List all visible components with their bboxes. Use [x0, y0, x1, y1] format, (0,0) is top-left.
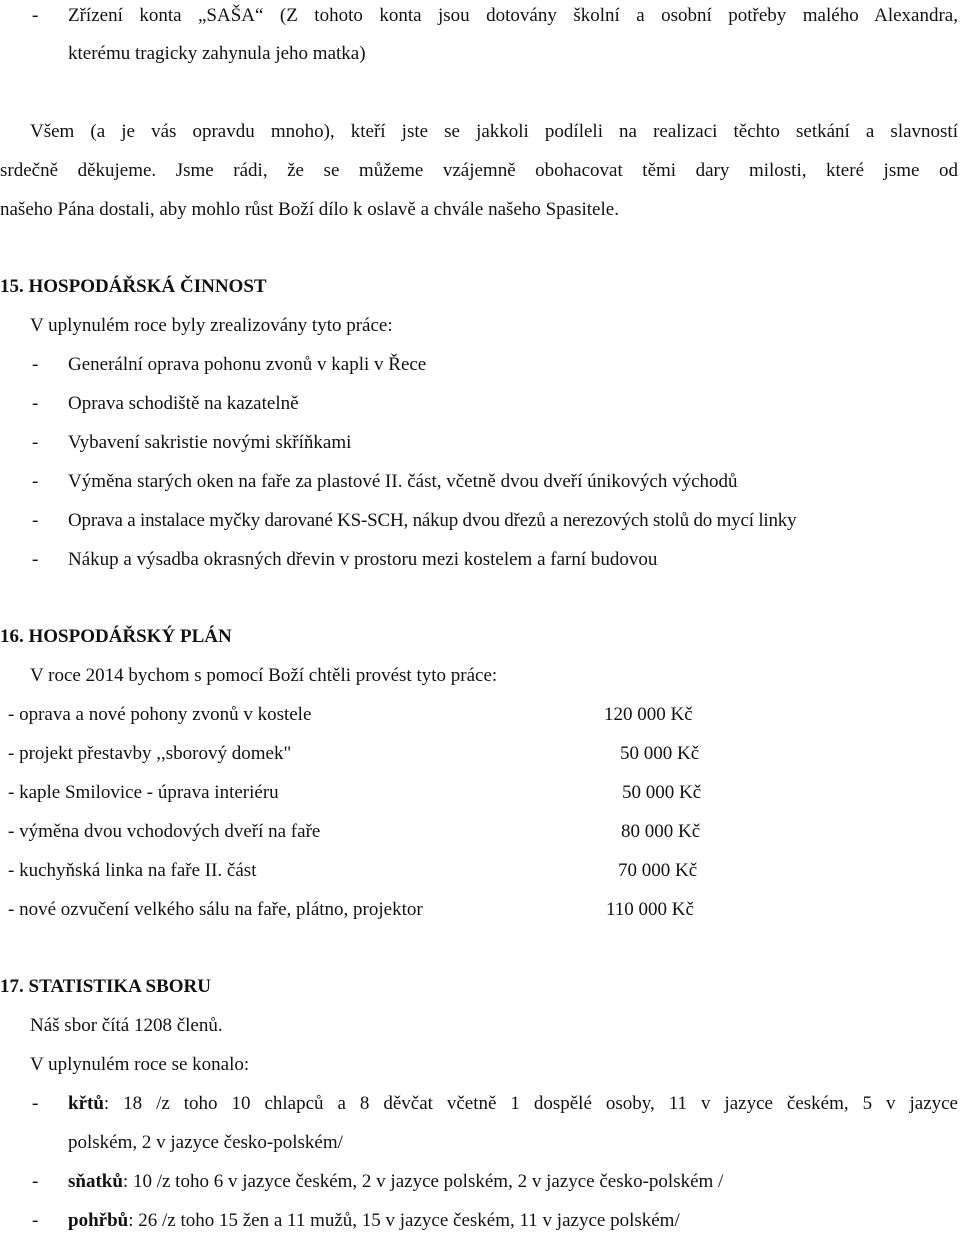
stat-item-baptisms-cont: polském, 2 v jazyce česko-polském/	[68, 1132, 343, 1153]
plan-item-label: - projekt přestavby ,,sborový domek"	[8, 743, 292, 764]
stat-item-funerals	[68, 1209, 680, 1233]
work-item: Generální oprava pohonu zvonů v kapli v Řece	[68, 354, 427, 375]
plan-item-label: - kuchyňská linka na faře II. část	[8, 860, 257, 881]
list-bullet: -	[32, 1093, 39, 1114]
list-bullet: -	[32, 354, 39, 375]
intro-line-1: Zřízení konta „SAŠA“ (Z tohoto konta jsou dotovány školní a osobní potřeby malého Alexandra,	[68, 5, 958, 26]
stat-term: sňatků	[68, 1171, 123, 1192]
plan-item-label: - kaple Smilovice - úprava interiéru	[8, 782, 279, 803]
thanks-line-1: Všem (a je vás opravdu mnoho), kteří jste se jakkoli podíleli na realizaci těchto setkání a slavností	[30, 121, 958, 142]
section-17-title: 17. STATISTIKA SBORU	[0, 976, 212, 997]
stat-item-weddings	[68, 1170, 723, 1194]
list-bullet: -	[32, 5, 39, 26]
list-bullet: -	[32, 393, 39, 414]
section-15-title: 15. HOSPODÁŘSKÁ ČINNOST	[0, 276, 267, 297]
stat-term: křtů	[68, 1093, 104, 1114]
list-bullet: -	[32, 432, 39, 453]
stat-text: : 10 /z toho 6 v jazyce českém, 2 v jazyce polském, 2 v jazyce česko-polském /	[122, 1171, 724, 1192]
plan-item-amount: 50 000 Kč	[622, 782, 702, 803]
plan-item-amount: 120 000 Kč	[604, 704, 693, 725]
work-item: Oprava schodiště na kazatelně	[68, 393, 299, 414]
stat-term: pohřbů	[68, 1210, 129, 1231]
list-bullet: -	[32, 510, 39, 531]
list-bullet: -	[32, 471, 39, 492]
work-item: Nákup a výsadba okrasných dřevin v prostoru mezi kostelem a farní budovou	[68, 549, 658, 570]
work-item: Vybavení sakristie novými skříňkami	[68, 432, 352, 453]
members-count: Náš sbor čítá 1208 členů.	[30, 1015, 223, 1036]
plan-item-label: - výměna dvou vchodových dveří na faře	[8, 821, 321, 842]
plan-item-label: - nové ozvučení velkého sálu na faře, plátno, projektor	[8, 899, 423, 920]
plan-item-amount: 80 000 Kč	[621, 821, 701, 842]
plan-item-amount: 50 000 Kč	[620, 743, 700, 764]
stat-text: : 26 /z toho 15 žen a 11 mužů, 15 v jazyce českém, 11 v jazyce polském/	[128, 1210, 680, 1231]
section-16-intro: V roce 2014 bychom s pomocí Boží chtěli provést tyto práce:	[30, 665, 498, 686]
work-item: Výměna starých oken na faře za plastové II. část, včetně dvou dveří únikových východů	[68, 471, 738, 492]
thanks-line-3: našeho Pána dostali, aby mohlo růst Boží dílo k oslavě a chvále našeho Spasitele.	[0, 199, 619, 220]
section-17-intro: V uplynulém roce se konalo:	[30, 1054, 250, 1075]
intro-line-2: kterému tragicky zahynula jeho matka)	[68, 43, 366, 64]
plan-item-amount: 110 000 Kč	[606, 899, 694, 920]
thanks-line-2: srdečně děkujeme. Jsme rádi, že se můžeme vzájemně obohacovat těmi dary milosti, které jsme od	[0, 160, 958, 181]
work-item: Oprava a instalace myčky darované KS-SCH, nákup dvou dřezů a nerezových stolů do mycí linky	[68, 510, 797, 531]
plan-item-amount: 70 000 Kč	[618, 860, 698, 881]
list-bullet: -	[32, 1210, 39, 1231]
stat-item-baptisms	[68, 1092, 958, 1116]
stat-text: : 18 /z toho 10 chlapců a 8 děvčat včetně 1 dospělé osoby, 11 v jazyce českém, 5 v jazyce	[103, 1093, 958, 1114]
plan-item-label: - oprava a nové pohony zvonů v kostele	[8, 704, 312, 725]
list-bullet: -	[32, 1171, 39, 1192]
section-16-title: 16. HOSPODÁŘSKÝ PLÁN	[0, 626, 232, 647]
list-bullet: -	[32, 549, 39, 570]
section-15-intro: V uplynulém roce byly zrealizovány tyto práce:	[30, 315, 393, 336]
